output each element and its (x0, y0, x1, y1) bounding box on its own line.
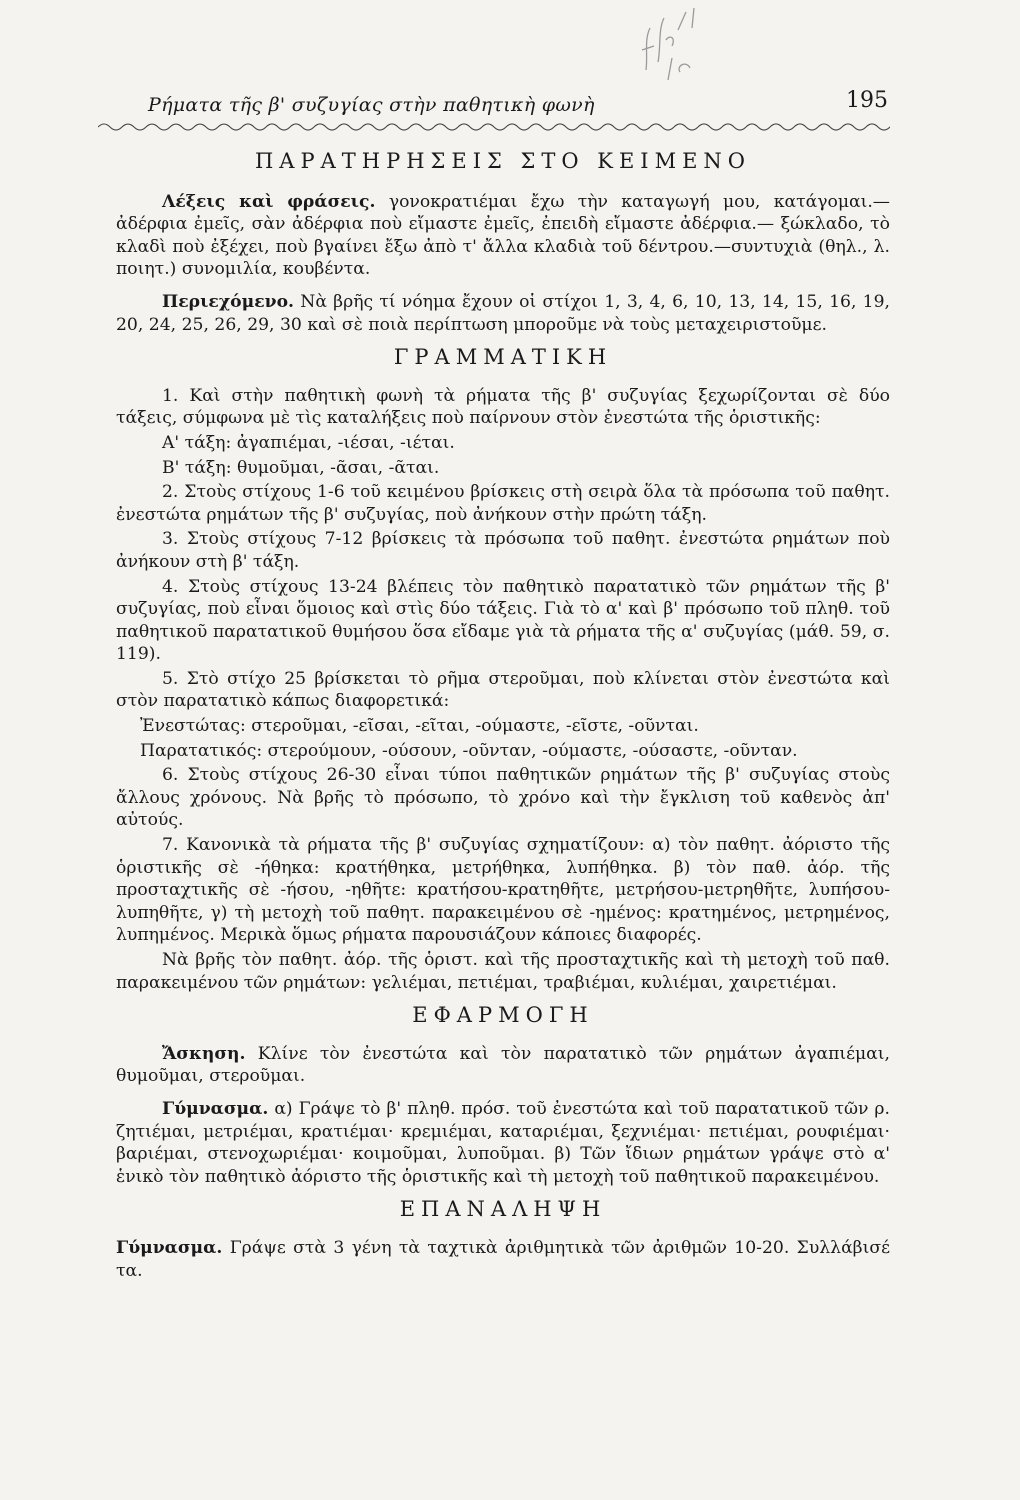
paragraph-drill (116, 1098, 890, 1188)
pencil-marks (606, 0, 716, 90)
grammar-item-1: 1. Καὶ στὴν παθητικὴ φωνὴ τὰ ρήματα τῆς β' συζυγίας ξεχωρίζονται σὲ δύο τάξεις, σύμφωνα μὲ τὶς καταλήξεις ποὺ παίρνουν στὸν ἐνεστώτα τῆς ὁριστικῆς: (116, 385, 890, 429)
words-body: γονοκρατιέμαι ἔχω τὴν καταγωγή μου, κατάγομαι.— ἀδέρφια ἐμεῖς, σὰν ἀδέρφια ποὺ εἴμαστε ἐμεῖς, ἐπειδὴ εἴμαστε ἀδέρφια.— ξώκλαδο, τὸ κλαδὶ ποὺ ἐξέχει, ποὺ βγαίνει ἔξω ἀπὸ τ' ἄλλα κλαδιὰ τοῦ δέντρου.—συντυχιὰ (θηλ., λ. ποιητ.) συνομιλία, κουβέντα. (116, 191, 890, 280)
imperfect-conjugation: Παρατατικός: στερούμουν, -ούσουν, -οῦνταν, -ούμαστε, -ούσαστε, -οῦνταν. (140, 740, 798, 761)
paragraph-words (116, 191, 890, 281)
grammar-item-4: 4. Στοὺς στίχους 13-24 βλέπεις τὸν παθητικὸ παρατατικὸ τῶν ρημάτων τῆς β' συζυγίας, ποὺ εἶναι ὅμοιος καὶ στὶς δύο τάξεις. Γιὰ τὸ α' καὶ β' πρόσωπο τοῦ πληθ. τοῦ παθητικοῦ παρατατικοῦ θυμήσου ὅσα εἴδαμε γιὰ τὰ ρήματα τῆς α' συζυγίας (μάθ. 59, σ. 119). (116, 576, 890, 665)
page-body (116, 148, 890, 1292)
review-drill-body: Γράψε στὰ 3 γένη τὰ ταχτικὰ ἀριθμητικὰ τῶν ἀριθμῶν 10-20. Συλλάβισέ τα. (116, 1237, 890, 1281)
drill-body: α) Γράψε τὸ β' πληθ. πρόσ. τοῦ ἐνεστώτα καὶ τοῦ παρατατικοῦ τῶν ρ. ζητιέμαι, μετριέμαι, κρατιέμαι· κρεμιέμαι, καταριέμαι, ξεχνιέμαι· πετιέμαι, ρουφιέμαι· βαριέμαι, στενοχωριέμαι· κοιμοῦμαι, λυποῦμαι. β) Τῶν ἴδιων ρημάτων γράψε στὸ α' ἑνικὸ τὸν παθητικὸ ἀόριστο τῆς ὁριστικῆς καὶ τὴ μετοχὴ τοῦ παθητικοῦ παρακειμένου. (116, 1098, 890, 1187)
lead-content: Περιεχόμενο. (162, 291, 295, 312)
lead-review-drill: Γύμνασμα. (116, 1237, 223, 1258)
lead-drill: Γύμνασμα. (162, 1098, 269, 1119)
grammar-item-2: 2. Στοὺς στίχους 1-6 τοῦ κειμένου βρίσκεις στὴ σειρὰ ὅλα τὰ πρόσωπα τοῦ παθητ. ἐνεστώτα ρημάτων τῆς β' συζυγίας, ποὺ ἀνήκουν στὴν πρώτη τάξη. (116, 482, 890, 525)
section-title-application: ΕΦΑΡΜΟΓΗ (412, 1003, 594, 1028)
page-number: 195 (846, 88, 888, 113)
section-title-grammar: ΓΡΑΜΜΑΤΙΚΗ (393, 345, 613, 370)
grammar-item-6: 6. Στοὺς στίχους 26-30 εἶναι τύποι παθητικῶν ρημάτων τῆς β' συζυγίας στοὺς ἄλλους χρόνους. Νὰ βρῆς τὸ πρόσωπο, τὸ χρόνο καὶ τὴν ἔγκλιση τοῦ καθενὸς ἀπ' αὐτούς. (116, 765, 890, 831)
content-body: Νὰ βρῆς τί νόημα ἔχουν οἱ στίχοι 1, 3, 4, 6, 10, 13, 14, 15, 16, 19, 20, 24, 25, 26, 29, 30 καὶ σὲ ποιὰ περίπτωση μποροῦμε νὰ τοὺς μεταχειριστοῦμε. (116, 291, 890, 335)
class-a-line: Α' τάξη: ἀγαπιέμαι, -ιέσαι, -ιέται. (162, 432, 455, 453)
grammar-task: Νὰ βρῆς τὸν παθητ. ἀόρ. τῆς ὁριστ. καὶ τῆς προσταχτικῆς καὶ τὴ μετοχὴ τοῦ παθ. παρακειμένου τῶν ρημάτων: γελιέμαι, πετιέμαι, τραβιέμαι, κυλιέμαι, χαιρετιέμαι. (116, 950, 890, 993)
exercise-body: Κλίνε τὸν ἐνεστώτα καὶ τὸν παρατατικὸ τῶν ρημάτων ἀγαπιέμαι, θυμοῦμαι, στεροῦμαι. (116, 1043, 890, 1087)
section-title-review: ΕΠΑΝΑΛΗΨΗ (399, 1197, 607, 1222)
paragraph-exercise (116, 1043, 890, 1088)
section-title-observations: ΠΑΡΑΤΗΡΗΣΕΙΣ ΣΤΟ ΚΕΙΜΕΝΟ (254, 149, 752, 173)
lead-exercise: Ἄσκηση. (162, 1043, 246, 1064)
paragraph-review-drill (116, 1237, 890, 1282)
running-title: Ρήματα τῆς β' συζυγίας στὴν παθητικὴ φωνὴ (148, 94, 595, 116)
lead-words: Λέξεις καὶ φράσεις. (162, 191, 376, 212)
header-wavy-rule (98, 120, 890, 134)
paragraph-content (116, 291, 890, 336)
grammar-item-5: 5. Στὸ στίχο 25 βρίσκεται τὸ ρῆμα στεροῦμαι, ποὺ κλίνεται στὸν ἐνεστώτα καὶ στὸν παρατατικὸ κάπως διαφορετικά: (116, 668, 890, 712)
class-b-line: Β' τάξη: θυμοῦμαι, -ᾶσαι, -ᾶται. (162, 457, 440, 478)
grammar-item-7: 7. Κανονικὰ τὰ ρήματα τῆς β' συζυγίας σχηματίζουν: α) τὸν παθητ. ἀόριστο τῆς ὁριστικῆς σὲ -ήθηκα: κρατήθηκα, μετρήθηκα, λυπήθηκα. β) τὸν παθ. ἀόρ. τῆς προσταχτικῆς σὲ -ήσου, -ηθῆτε: κρατήσου-κρατηθῆτε, μετρήσου-μετρηθῆτε, λυπήσου-λυπηθῆτε, γ) τὴ μετοχὴ τοῦ παθητ. παρακειμένου σὲ -ημένος: κρατημένος, μετρημένος, λυπημένος. Μερικὰ ὅμως ρήματα παρουσιάζουν κάποιες διαφορές. (116, 835, 890, 946)
present-conjugation: Ἐνεστώτας: στεροῦμαι, -εῖσαι, -εῖται, -ούμαστε, -εῖστε, -οῦνται. (140, 716, 699, 737)
grammar-item-3: 3. Στοὺς στίχους 7-12 βρίσκεις τὰ πρόσωπα τοῦ παθητ. ἐνεστώτα ρημάτων ποὺ ἀνήκουν στὴ β' τάξη. (116, 529, 890, 572)
